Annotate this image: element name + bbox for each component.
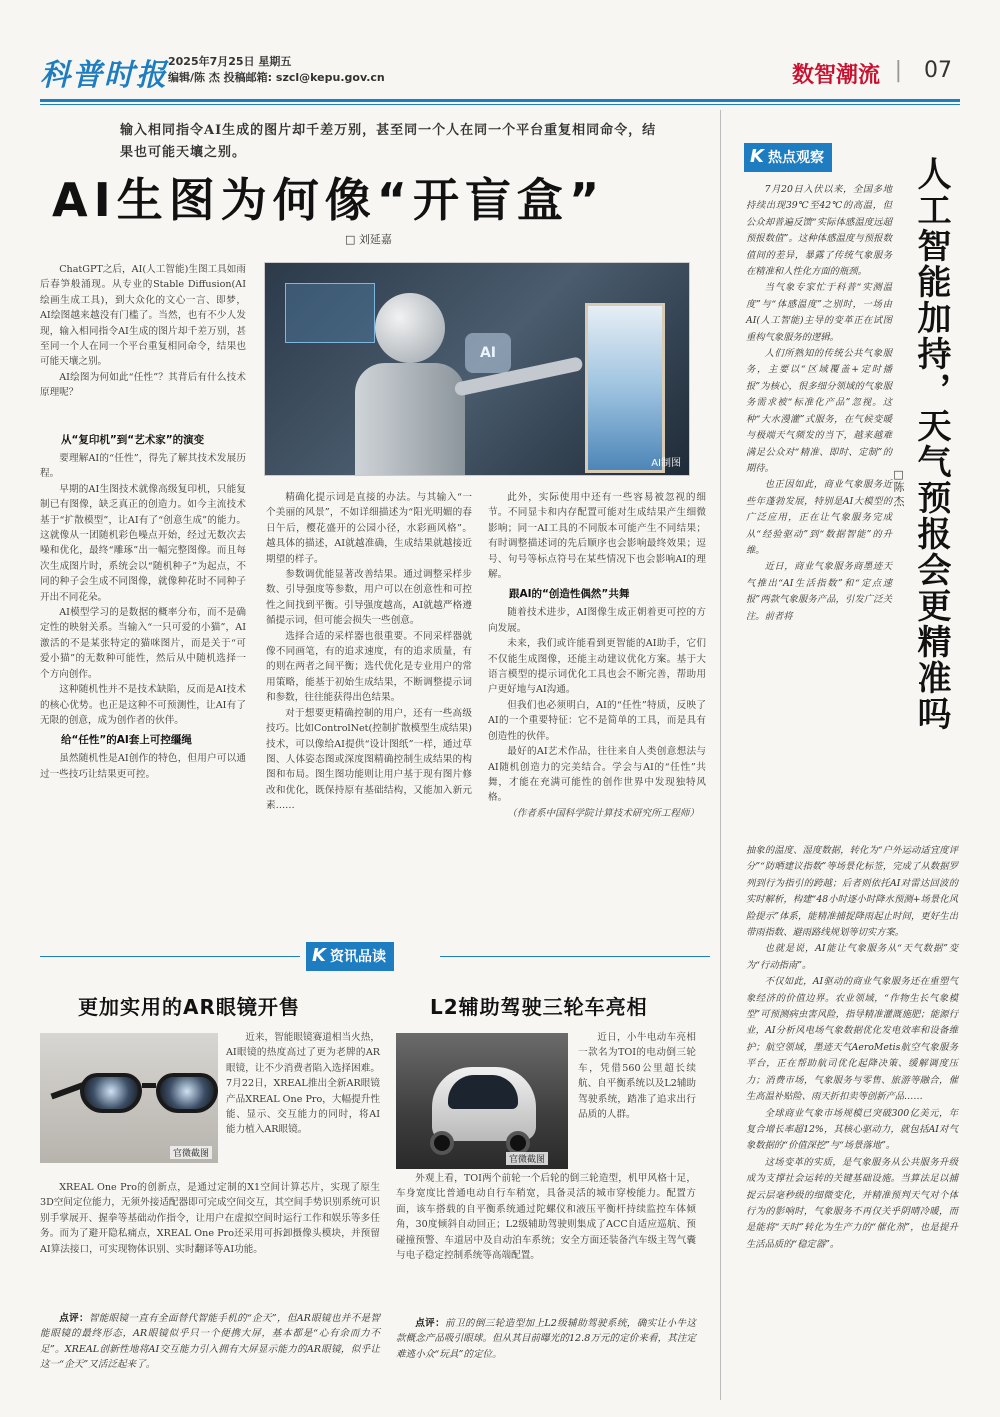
paragraph: 最好的AI艺术作品，往往来自人类创意想法与AI随机创造力的完美结合。学会与AI的“任性”共舞，才能在充满可能性的创作世界中发现独特风格。: [488, 746, 706, 804]
paragraph: 未来，我们或许能看到更智能的AI助手，它们不仅能生成图像，还能主动建议优化方案。基于大语言模型的提示词优化工具也会不断完善，帮助用户更好地与AI沟通。: [488, 638, 706, 696]
paragraph: 这场变革的实质，是气象服务从公共服务升级成为支撑社会运转的关键基础设施。当算法足以捕捉云层毫秒级的细微变化，并精准预判天气对个体行为的影响时，气象服务不再仅关乎阴晴冷暖，而是能将“天时”转化为生产力的“催化剂”，也是提升生活品质的“稳定器”。: [746, 1156, 958, 1250]
ar-glasses-photo: [40, 1033, 218, 1163]
newspaper-logo: 科普时报: [40, 58, 168, 93]
tag-label: 热点观察: [768, 150, 824, 166]
k-logo-icon: K: [312, 945, 326, 966]
subheading: 跟AI的“创造性偶然”共舞: [509, 588, 630, 601]
subheading: 从“复印机”到“艺术家”的演变: [61, 434, 205, 446]
article-byline: □ 刘延嘉: [345, 233, 392, 246]
paragraph: 近日，商业气象服务商墨迹天气推出“AI生活指数”和“定点速报”两款气象服务产品，引发广泛关注。前者将: [746, 561, 892, 622]
briefs-tag: [306, 942, 394, 971]
brief-ar-intro: [226, 1030, 380, 1138]
page-number: 07: [924, 58, 952, 83]
masthead: [40, 50, 960, 100]
page-separator: |: [894, 58, 902, 83]
brief-title-ar: 更加实用的AR眼镜开售: [78, 995, 300, 1019]
brief-tricycle-body: [396, 1171, 696, 1263]
paragraph: 外观上看，TOI两个前轮一个后轮的倒三轮造型，机甲风格十足，车身宽度比普通电动自行车稍宽，具备灵活的城市穿梭能力。配置方面，该车搭载的自平衡系统通过陀螺仪和液压平衡杆持续监控车体倾角，30度倾斜自动回正；L2级辅助驾驶则集成了ACC自适应巡航、预碰撞预警、车道居中及自动泊车系统；安全方面还装备汽车级主驾气囊与电子稳定控制系统等高端配置。: [396, 1173, 696, 1262]
image-credit: 官微截图: [170, 1146, 212, 1159]
paragraph: 也正因如此，商业气象服务近些年蓬勃发展，特别是AI大模型的广泛应用，正在让气象服务完成从“经验驱动”到“数据智能”的升维。: [746, 479, 892, 556]
easel-canvas: [585, 303, 665, 473]
paragraph: 这种随机性并不是技术缺陷，反而是AI技术的核心优势。也正是这种不可预测性，让AI有了无限的创意，成为创作者的伙伴。: [40, 684, 246, 726]
article-dek: 输入相同指令AI生成的图片却千差万别，甚至同一个人在同一个平台重复相同命令，结果也可能天壤之别。: [120, 123, 657, 160]
image-credit: AI制图: [651, 458, 681, 469]
tricycle-photo: [396, 1033, 568, 1169]
tag-label: 资讯品读: [330, 949, 386, 965]
opinion-byline: □陈 杰: [892, 468, 905, 507]
header-rule-thin: [40, 104, 960, 105]
brief-rule-right: [440, 956, 710, 957]
opinion-text-upper: [746, 182, 892, 625]
paragraph: AI模型学习的是数据的概率分布，而不是确定性的映射关系。当输入“一只可爱的小猫”，AI激活的不是某张特定的猫咪图片，而是关于“可爱小猫”的无数种可能性，然后从中随机选择一个方向创作。: [40, 607, 246, 680]
glasses-bridge: [142, 1083, 156, 1088]
paragraph: 全球商业气象市场规模已突破300亿美元，年复合增长率超12%，其核心驱动力，就包括AI对气象数据的“价值深挖”与“场景落地”。: [746, 1107, 958, 1152]
article-column-2: [266, 490, 472, 814]
robot-head: [375, 293, 445, 363]
k-logo-icon: K: [750, 146, 764, 167]
paragraph: AI绘图为何如此“任性”？其背后有什么技术原理呢？: [40, 371, 246, 399]
issue-date: 2025年7月25日 星期五: [168, 55, 292, 68]
editor-line: 编辑/陈 杰 投稿邮箱: szcl@kepu.gov.cn: [168, 71, 385, 84]
section-name: 数智潮流: [791, 63, 880, 88]
author-note: （作者系中国科学院计算技术研究所工程师）: [507, 807, 700, 819]
article-column-1: [40, 262, 246, 401]
paragraph: ChatGPT之后，AI(人工智能)生图工具如雨后春笋般涌现。从专业的Stable Diffusion(AI绘画生成工具)，到大众化的文心一言、即梦，AI绘图越来越没有门槛了。当然，也有不少人发现，输入相同指令AI生成的图片却千差万别，甚至同一个人在同一个平台重复相同命令，结果也可能天壤之别。: [40, 264, 246, 368]
robot-painting-illustration: [264, 262, 690, 476]
paragraph: 近来，智能眼镜赛道相当火热，AI眼镜的热度高过了更为老牌的AR眼镜，让不少消费者陷入选择困难。7月22日，XREAL推出全新AR眼镜产品XREAL One Pro，大幅提升性能、显示、交互能力的同时，将AI能力植入AR眼镜。: [226, 1032, 380, 1136]
robot-body: [355, 363, 465, 476]
paragraph: 人们所熟知的传统公共气象服务，主要以“区域覆盖+定时播报”为核心，很多细分领域的气象服务需求被“标准化产品”忽视。这种“大水漫灌”式服务，在气候变暖与极端天气频发的当下，越来越难满足公众对“精准、即时、定制”的期待。: [746, 348, 892, 474]
brief-ar-body: [40, 1180, 380, 1257]
article-title: AI生图为何像“开盲盒”: [52, 173, 606, 227]
right-lens: [156, 1073, 218, 1113]
paragraph: 要理解AI的“任性”，得先了解其技术发展历程。: [40, 453, 246, 480]
hot-topic-tag: [744, 143, 832, 171]
brief-title-tricycle: L2辅助驾驶三轮车亮相: [430, 995, 648, 1019]
header-info: [168, 54, 385, 86]
paragraph: 精确化提示词是直接的办法。与其输入“一个美丽的风景”，不如详细描述为“阳光明媚的春日午后，樱花盛开的公园小径，水彩画风格”。越具体的描述，AI就越准确，生成结果就越接近期望的样子。: [266, 492, 472, 565]
paragraph: XREAL One Pro的创新点，是通过定制的X1空间计算芯片，实现了原生3D空间定位能力，无须外接适配器即可完成空间交互，其空间手势识别系统可识别手掌展开、握拳等基础动作指令，让用户在虚拟空间时运行工作和娱乐等多任务。而为了避开隐私痛点，XREAL One Pro还采用可拆卸摄像头模块，并预留AI算法接口，可实现物体识别、实时翻译等AI功能。: [40, 1182, 380, 1255]
opinion-text-lower: [746, 843, 958, 1253]
screen-panel: [285, 283, 375, 343]
paragraph: 抽象的温度、湿度数据，转化为“户外运动适宜度评分”“防晒建议指数”等场景化标签，完成了从数据罗列到行为指引的跨越；后者则依托AI对雷达回波的实时解析，构建“48小时逐小时降水预测+场景化风险提示”体系，能精准捕捉降雨起止时间，更好生出带雨指数、避雨路线规划等切实方案。: [746, 845, 958, 939]
comment-text: 前卫的倒三轮造型加上L2级辅助驾驶系统，确实让小牛这款概念产品吸引眼球。但从其目前曝光的12.8万元的定价来看，其注定难逃小众“玩具”的定位。: [396, 1318, 697, 1360]
comment-text: 智能眼镜一直有全面替代智能手机的“企天”，但AR眼镜也并不是智能眼镜的最终形态，AR眼镜似乎只一个便携大屏，基本都是“心有余而力不足”。XREAL创新性地将AI交互能力引入拥有大屏显示能力的AR眼镜，似乎让这一“企天”又活泛起来了。: [40, 1313, 381, 1371]
brief-tricycle-comment: [396, 1316, 696, 1362]
paragraph: 7月20日入伏以来，全国多地持续出现39℃至42℃的高温，但公众却普遍反馈“实际体感温度远超预报数值”。这种体感温度与预报数值间的差异，暴露了传统气象服务在精准和人性化方面的瓶颈。: [746, 184, 892, 278]
article-column-1-lower: [40, 428, 246, 782]
paragraph: 对于想要更精确控制的用户，还有一些高级技巧。比如ControlNet(控制扩散模型生成结果)技术，可以像给AI提供“设计图纸”一样，通过草图、人体姿态图或深度图精确控制生成结果的构图和布局。图生图功能则让用户基于现有图片修改和优化，既保持原有基础结构，又能加入新元素……: [266, 707, 472, 812]
paragraph: 选择合适的采样器也很重要。不同采样器就像不同画笔，有的追求速度，有的追求质量，有的则在两者之间平衡；选代优化是专业用户的常用策略，能基于初始生成结果，不断调整提示词和参数，往往能获得出色结果。: [266, 630, 472, 704]
paragraph: 参数调优能显著改善结果。通过调整采样步数、引导强度等参数，用户可以在创意性和可控性之间找到平衡。引导强度越高，AI就越严格遵循提示词，但可能会损失一些创意。: [266, 569, 472, 627]
paragraph: 也就是说，AI能让气象服务从“天气数据”变为“行动指南”。: [746, 943, 958, 971]
paragraph: 随着技术进步，AI图像生成正朝着更可控的方向发展。: [488, 607, 706, 634]
brief-rule-left: [40, 956, 300, 957]
front-wheel: [430, 1131, 454, 1155]
header-rule: [40, 99, 960, 102]
column-divider: [720, 110, 721, 1400]
paragraph: 虽然随机性是AI创作的特色，但用户可以通过一些技巧让结果更可控。: [40, 753, 246, 780]
article-column-3: [488, 490, 706, 821]
comment-label: 点评：: [59, 1313, 89, 1324]
paragraph: 近日，小牛电动车亮相一款名为TOI的电动倒三轮车，凭借560公里超长续航、自平衡系统以及L2辅助驾驶系统，踏准了追求出行品质的人群。: [578, 1032, 697, 1121]
tricycle-window: [448, 1075, 518, 1109]
paragraph: 不仅如此，AI驱动的商业气象服务还在重塑气象经济的价值边界。农业领域，“作物生长气象模型”可预测病虫害风险，指导精准灌溉施肥；能源行业，AI分析风电场气象数据优化发电效率和设备维护；航空领域，墨迹天气AeroMetis航空气象服务平台，正在帮助航司优化起降决策、缓解调度压力；消费市场，气象服务与零售、旅游等融合，催生高温补贴险、雨天折扣卖等创新产品……: [746, 976, 958, 1103]
brief-ar-comment: [40, 1311, 380, 1373]
image-credit: 官微截图: [506, 1152, 548, 1165]
subheading: 给“任性”的AI套上可控缰绳: [61, 734, 192, 747]
paragraph: 但我们也必须明白，AI的“任性”特质，反映了AI的一个重要特征：它不是简单的工具，而是具有创造性的伙伴。: [488, 699, 706, 742]
opinion-title: 人工智能加持，天气预报会更精准吗: [911, 156, 951, 732]
ai-bubble: AI: [465, 333, 511, 373]
comment-label: 点评：: [415, 1318, 446, 1329]
paragraph: 早期的AI生图技术就像高级复印机，只能复制已有图像，缺乏真正的创造力。如今主流技术基于“扩散模型”，让AI有了“创意生成”的能力。这就像从一团随机彩色噪点开始，经过无数次去噪和优化，最终“雕琢”出一幅完整图像。而且每次生成图片时，系统会以“随机种子”为起点，不同的种子会生成不同图像，就像种花时不同种子开出不同花朵。: [40, 483, 246, 603]
paragraph: 当气象专家忙于科普“实测温度”与“体感温度”之别时，一场由AI(人工智能)主导的变革正在试图重构气象服务的逻辑。: [746, 282, 892, 343]
paragraph: 此外，实际使用中还有一些容易被忽视的细节。不同显卡和内存配置可能对生成结果产生细微影响；同一AI工具的不同版本可能产生不同结果；有时调整描述词的先后顺序也会影响最终效果；逗号、句号等标点符号在某些情况下也会影响AI的理解。: [488, 492, 706, 581]
left-lens: [80, 1073, 142, 1113]
brief-tricycle-intro: [578, 1030, 696, 1122]
